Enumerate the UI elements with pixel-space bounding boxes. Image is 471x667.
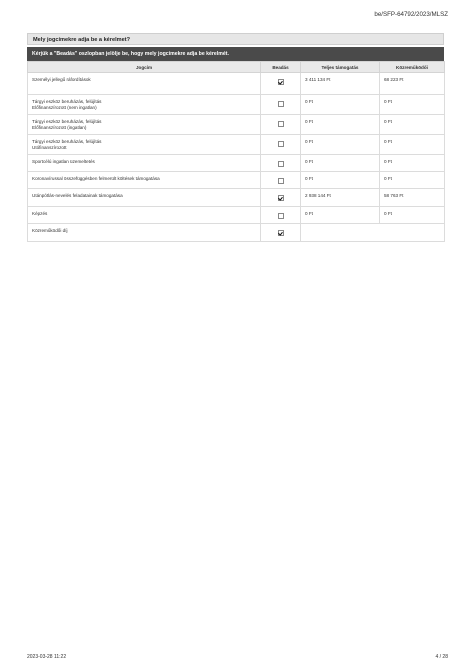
jogcim-cell bbox=[28, 189, 261, 207]
table-row bbox=[28, 95, 445, 115]
unchecked-checkbox[interactable] bbox=[278, 101, 284, 107]
table-header-row bbox=[28, 62, 445, 73]
beadas-cell bbox=[261, 155, 301, 172]
jogcim-line: Tárgyi eszköz beruházás, felújítás bbox=[32, 99, 102, 104]
jogcim-line: Koronavírussal összefüggésben felmerült költések támogatása bbox=[32, 176, 160, 181]
jogcim-cell bbox=[28, 95, 261, 115]
table-row bbox=[28, 135, 445, 155]
section-instruction: Kérjük a "Beadás" oszlopban jelölje be, hogy mely jogcímekre adja be kérelmét. bbox=[27, 47, 444, 61]
teljes-tamogatas-cell: 0 Ft bbox=[301, 135, 380, 155]
jogcim-line: Képzés bbox=[32, 211, 48, 216]
jogcim-cell bbox=[28, 172, 261, 189]
jogcim-line: Sportcélú ingatlan üzemeltetés bbox=[32, 159, 95, 164]
kozremukodoi-cell: 0 Ft bbox=[380, 115, 445, 135]
jogcim-cell bbox=[28, 207, 261, 224]
jogcim-line: Előfinanszírozott (ingatlan) bbox=[32, 125, 87, 130]
table-row bbox=[28, 189, 445, 207]
footer-page-number: 4 / 28 bbox=[435, 654, 448, 660]
empty-amount-cell bbox=[301, 224, 445, 242]
claim-section bbox=[27, 33, 444, 242]
kozremukodoi-cell: 0 Ft bbox=[380, 155, 445, 172]
footer-timestamp: 2023-03-28 11:22 bbox=[27, 654, 67, 660]
beadas-cell bbox=[261, 115, 301, 135]
table-row bbox=[28, 224, 445, 242]
unchecked-checkbox[interactable] bbox=[278, 178, 284, 184]
jogcim-line: Személyi jellegű ráfordítások bbox=[32, 77, 91, 82]
unchecked-checkbox[interactable] bbox=[278, 213, 284, 219]
teljes-tamogatas-cell: 0 Ft bbox=[301, 207, 380, 224]
beadas-cell bbox=[261, 135, 301, 155]
beadas-cell bbox=[261, 95, 301, 115]
kozremukodoi-cell: 0 Ft bbox=[380, 135, 445, 155]
unchecked-checkbox[interactable] bbox=[278, 141, 284, 147]
document-reference: be/SFP-64792/2023/MLSZ bbox=[374, 11, 448, 18]
kozremukodoi-cell: 0 Ft bbox=[380, 172, 445, 189]
beadas-cell bbox=[261, 172, 301, 189]
kozremukodoi-cell: 0 Ft bbox=[380, 207, 445, 224]
beadas-cell bbox=[261, 207, 301, 224]
jogcim-cell bbox=[28, 224, 261, 242]
column-header-beadas: Beadás bbox=[261, 62, 301, 73]
claims-table bbox=[27, 61, 445, 242]
beadas-cell bbox=[261, 224, 301, 242]
checked-checkbox[interactable] bbox=[278, 195, 284, 201]
unchecked-checkbox[interactable] bbox=[278, 161, 284, 167]
jogcim-line: Előfinanszírozott (nem ingatlan) bbox=[32, 105, 97, 110]
section-title: Mely jogcímekre adja be a kérelmet? bbox=[27, 33, 444, 45]
column-header-jogcim: Jogcím bbox=[28, 62, 261, 73]
teljes-tamogatas-cell: 2 938 144 Ft bbox=[301, 189, 380, 207]
unchecked-checkbox[interactable] bbox=[278, 121, 284, 127]
jogcim-line: Tárgyi eszköz beruházás, felújítás bbox=[32, 139, 102, 144]
jogcim-cell bbox=[28, 115, 261, 135]
column-header-teljes-tamogatas: Teljes támogatás bbox=[301, 62, 380, 73]
jogcim-line: Utófinanszírozott bbox=[32, 145, 67, 150]
column-header-kozremukodoi: Közreműködői bbox=[380, 62, 445, 73]
table-row bbox=[28, 172, 445, 189]
jogcim-line: Utánpótlás-nevelés feladatainak támogatása bbox=[32, 193, 123, 198]
beadas-cell bbox=[261, 73, 301, 95]
jogcim-cell bbox=[28, 135, 261, 155]
table-row bbox=[28, 73, 445, 95]
checked-checkbox[interactable] bbox=[278, 230, 284, 236]
table-row bbox=[28, 155, 445, 172]
kozremukodoi-cell: 58 763 Ft bbox=[380, 189, 445, 207]
teljes-tamogatas-cell: 0 Ft bbox=[301, 95, 380, 115]
beadas-cell bbox=[261, 189, 301, 207]
jogcim-cell bbox=[28, 73, 261, 95]
jogcim-cell bbox=[28, 155, 261, 172]
teljes-tamogatas-cell: 0 Ft bbox=[301, 172, 380, 189]
table-body bbox=[28, 73, 445, 242]
table-row bbox=[28, 207, 445, 224]
teljes-tamogatas-cell: 0 Ft bbox=[301, 155, 380, 172]
teljes-tamogatas-cell: 3 411 134 Ft bbox=[301, 73, 380, 95]
table-row bbox=[28, 115, 445, 135]
kozremukodoi-cell: 0 Ft bbox=[380, 95, 445, 115]
teljes-tamogatas-cell: 0 Ft bbox=[301, 115, 380, 135]
kozremukodoi-cell: 68 223 Ft bbox=[380, 73, 445, 95]
checked-checkbox[interactable] bbox=[278, 79, 284, 85]
jogcim-line: Tárgyi eszköz beruházás, felújítás bbox=[32, 119, 102, 124]
jogcim-line: Közreműködői díj bbox=[32, 228, 68, 233]
